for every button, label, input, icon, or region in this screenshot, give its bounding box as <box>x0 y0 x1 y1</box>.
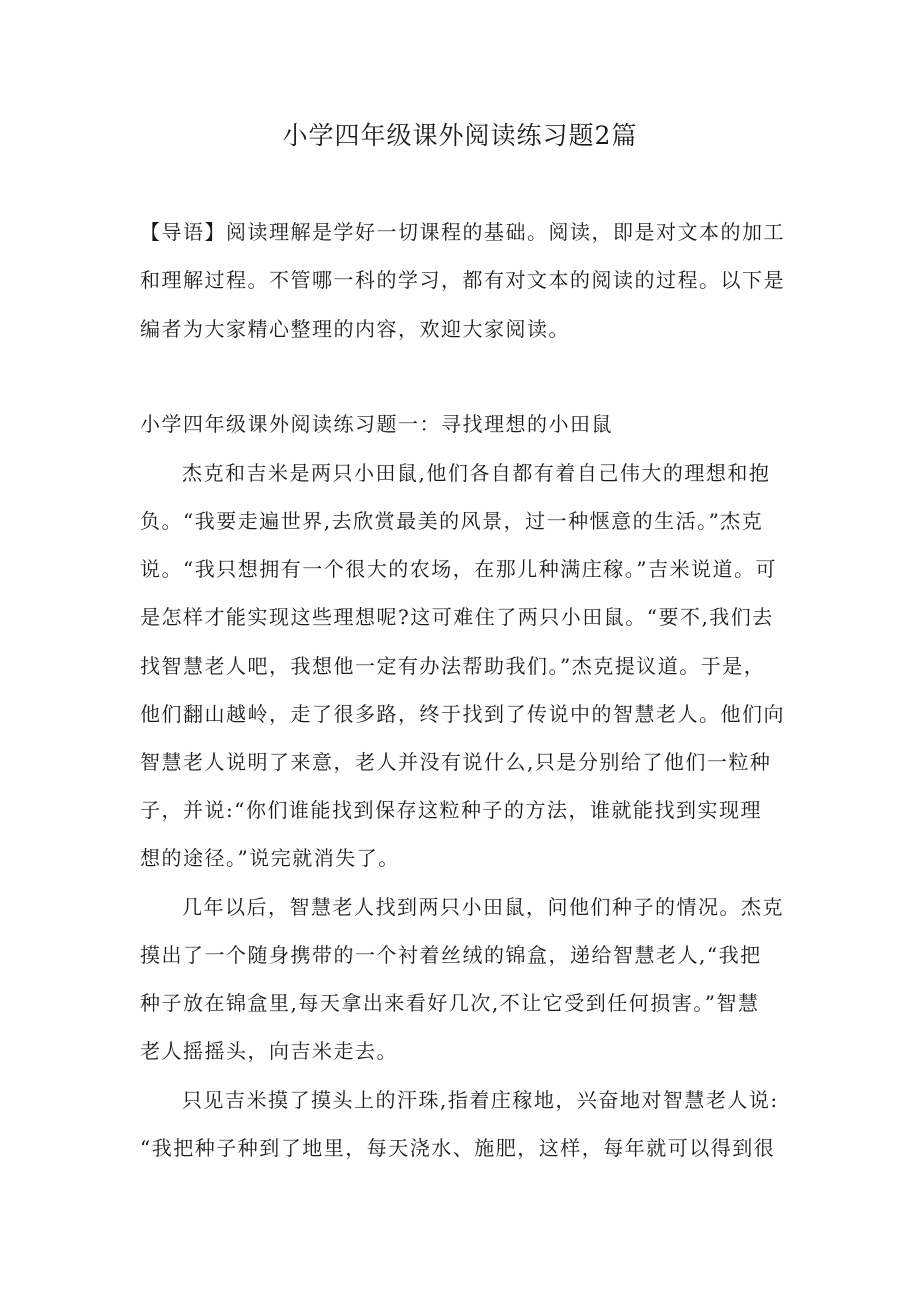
paragraph-line: 子，并说:“你们谁能找到保存这粒种子的方法，谁就能找到实现理 <box>140 798 762 822</box>
paragraph-line: “我把种子种到了地里，每天浇水、施肥，这样，每年就可以得到很 <box>140 1136 776 1160</box>
paragraph-line: 负。“我要走遍世界,去欣赏最美的风景，过一种惬意的生活。”杰克 <box>140 509 764 533</box>
section-heading: 小学四年级课外阅读练习题一：寻找理想的小田鼠 <box>140 412 613 436</box>
paragraph-line: 说。“我只想拥有一个很大的农场，在那儿种满庄稼。”吉米说道。可 <box>140 557 777 581</box>
paragraph-line: 找智慧老人吧，我想他一定有办法帮助我们。”杰克提议道。于是， <box>140 654 766 678</box>
paragraph-line: 老人摇摇头，向吉米走去。 <box>140 1039 398 1063</box>
paragraph-line: 杰克和吉米是两只小田鼠,他们各自都有着自己伟大的理想和抱 <box>182 461 771 485</box>
paragraph-line: 是怎样才能实现这些理想呢?这可难住了两只小田鼠。“要不,我们去 <box>140 605 774 629</box>
paragraph-line: 想的途径。”说完就消失了。 <box>140 846 400 870</box>
intro-line: 【导语】阅读理解是学好一切课程的基础。阅读，即是对文本的加工 <box>140 220 785 244</box>
intro-line: 编者为大家精心整理的内容，欢迎大家阅读。 <box>140 317 570 341</box>
paragraph-line: 种子放在锦盒里,每天拿出来看好几次,不让它受到任何损害。”智慧 <box>140 991 760 1015</box>
paragraph-line: 只见吉米摸了摸头上的汗珠,指着庄稼地，兴奋地对智慧老人说: <box>182 1088 779 1112</box>
paragraph-line: 智慧老人说明了来意，老人并没有说什么,只是分别给了他们一粒种 <box>140 750 772 774</box>
paragraph-line: 他们翻山越岭，走了很多路，终于找到了传说中的智慧老人。他们向 <box>140 702 785 726</box>
paragraph-line: 摸出了一个随身携带的一个衬着丝绒的锦盒，递给智慧老人,“我把 <box>140 943 762 967</box>
page-title: 小学四年级课外阅读练习题2篇 <box>282 121 638 150</box>
paragraph-line: 几年以后，智慧老人找到两只小田鼠，问他们种子的情况。杰克 <box>182 895 784 919</box>
intro-line: 和理解过程。不管哪一科的学习，都有对文本的阅读的过程。以下是 <box>140 268 785 292</box>
